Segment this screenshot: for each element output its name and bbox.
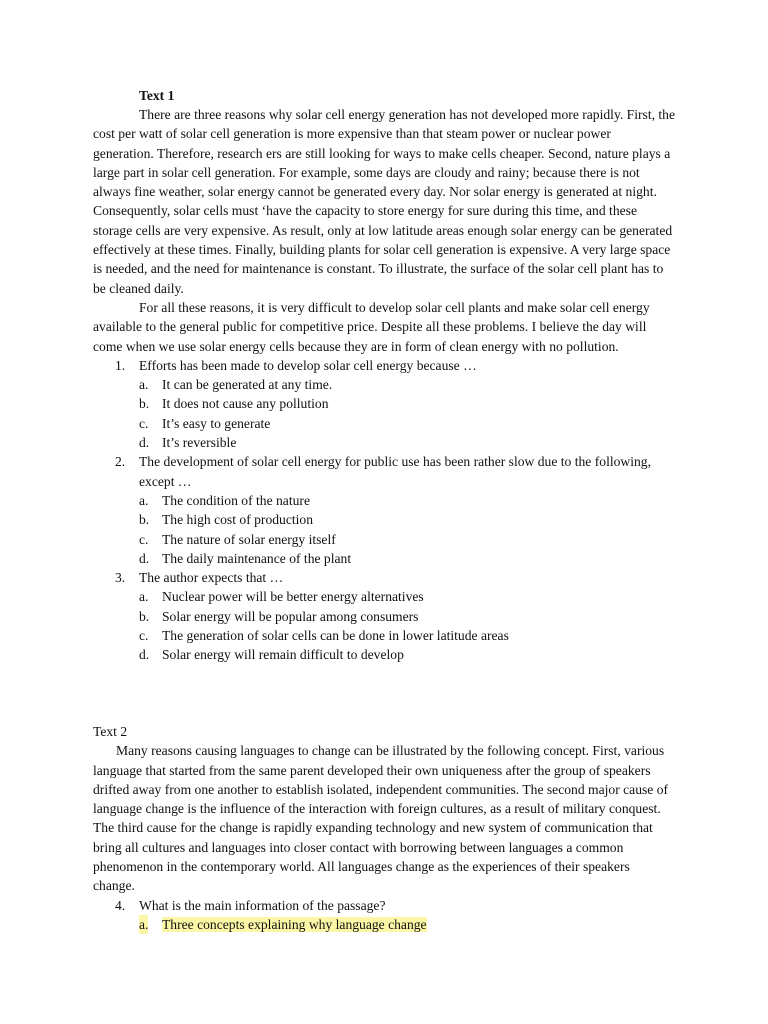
option-a: a. Nuclear power will be better energy alternatives xyxy=(139,589,424,605)
question-text: The development of solar cell energy for public use has been rather slow due to the following, except … xyxy=(139,454,652,489)
option-b: b. It does not cause any pollution xyxy=(139,396,329,412)
text2-paragraph-1: Many reasons causing languages to change can be illustrated by the following concept. First, various language that started from the same parent developed their own uniqueness after the group of speakers drifted away from one another to establish isolated, independent communities. The second major cause of language change is the influence of the interaction with foreign cultures, as a result of military conquest. The third cause for the change is rapidly expanding technology and new system of communication that bring all cultures and languages into closer contact with borrowing between languages a common phenomenon in the contemporary world. All languages change as the experiences of their speakers change. xyxy=(93,743,669,894)
question-1 xyxy=(93,356,675,452)
option-d: d. It’s reversible xyxy=(139,435,237,451)
text1-paragraph-2: For all these reasons, it is very difficult to develop solar cell plants and make solar cell energy available to the general public for competitive price. Despite all these problems. I believe the day will come when we use solar energy cells because they are in form of clean energy with no pollution. xyxy=(93,299,650,354)
question-number: 1. xyxy=(115,357,126,373)
question-number: 3. xyxy=(115,570,126,586)
highlighted-answer: Three concepts explaining why language change xyxy=(162,916,427,932)
option-c: c. The generation of solar cells can be done in lower latitude areas xyxy=(139,628,509,644)
text2-body xyxy=(93,722,675,934)
option-c: c. The nature of solar energy itself xyxy=(139,531,336,547)
question-number: 4. xyxy=(115,897,126,913)
question-text: The author expects that … xyxy=(139,570,284,586)
question-2 xyxy=(93,452,675,568)
option-b: b. Solar energy will be popular among consumers xyxy=(139,608,419,624)
highlighted-option-a: a. Three concepts explaining why language change xyxy=(93,915,675,934)
text1-paragraph-1: There are three reasons why solar cell energy generation has not developed more rapidly. First, the cost per watt of solar cell generation is more expensive than that steam power or nuclear power generation. Therefore, research ers are still looking for ways to make cells cheaper. Second, nature plays a large part in solar cell generation. For example, some days are cloudy and rainy; because there is not always fine weather, solar energy cannot be generated every day. Nor solar energy is generated at night. Consequently, solar cells must ‘have the capacity to store energy for sure during this time, and these storage cells are very expensive. As result, only at low latitude areas enough solar energy can be generated effectively at these times. Finally, building plants for solar cell generation is expensive. A very large space is needed, and the need for maintenance is constant. To illustrate, the surface of the solar cell plant has to be cleaned daily. xyxy=(93,107,676,296)
option-d: d. Solar energy will remain difficult to develop xyxy=(139,647,404,663)
option-b: b. The high cost of production xyxy=(139,512,314,528)
question-number: 2. xyxy=(115,454,126,470)
question-text: What is the main information of the passage? xyxy=(139,897,386,913)
question-4 xyxy=(93,896,675,935)
text1-title: Text 1 xyxy=(139,88,175,103)
text2-title: Text 2 xyxy=(93,724,128,739)
text1-body xyxy=(93,105,675,665)
question-text: Efforts has been made to develop solar cell energy because … xyxy=(139,357,477,373)
question-3 xyxy=(93,568,675,664)
option-c: c. It’s easy to generate xyxy=(139,415,271,431)
option-d: d. The daily maintenance of the plant xyxy=(139,550,352,566)
option-a: a. It can be generated at any time. xyxy=(139,377,333,393)
option-a: a. The condition of the nature xyxy=(139,492,310,508)
